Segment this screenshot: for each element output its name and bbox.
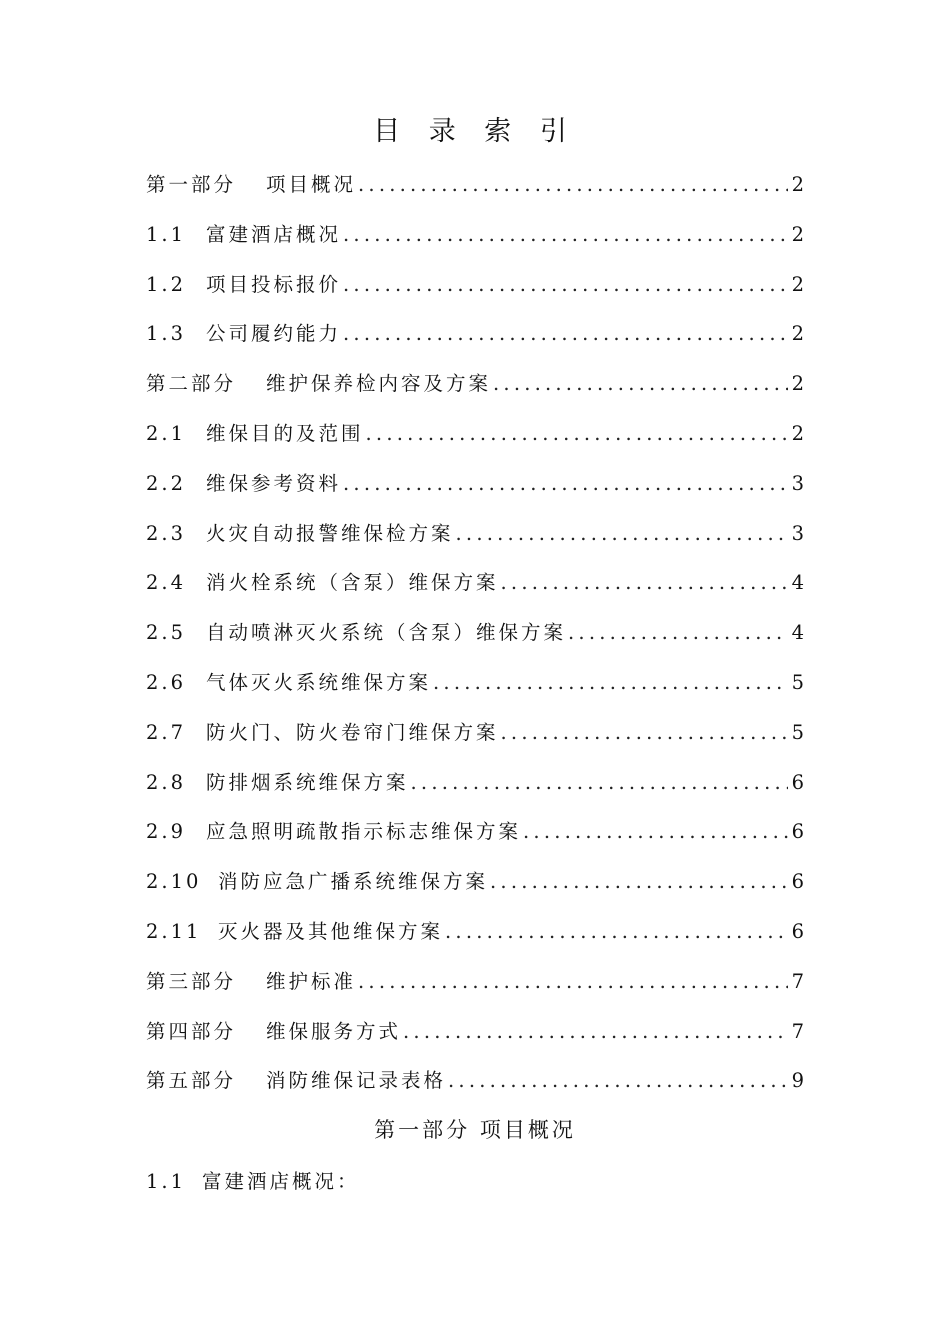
toc-entry-number: 2.10 xyxy=(146,870,202,894)
toc-entry-label: 气体灭火系统维保方案 xyxy=(206,670,432,694)
toc-dot-leader xyxy=(433,658,788,708)
toc-entry-label: 富建酒店概况 xyxy=(206,222,342,246)
toc-entry[interactable] xyxy=(146,309,804,359)
toc-dot-leader xyxy=(493,359,788,409)
toc-title: 目 录 索 引 xyxy=(373,116,577,147)
toc-entry-label: 消防应急广播系统维保方案 xyxy=(218,870,489,894)
toc-entry-number: 2.4 xyxy=(146,571,187,595)
toc-entry-page-number: 2 xyxy=(791,272,804,296)
toc-dot-leader xyxy=(358,160,788,210)
toc-entry-number: 1.2 xyxy=(146,272,187,296)
toc-entry-number: 1.1 xyxy=(146,222,187,246)
toc-entry-number: 第一部分 xyxy=(146,173,237,196)
toc-entry[interactable] xyxy=(146,210,804,260)
toc-entry-page-number: 4 xyxy=(791,571,804,595)
toc-entry-label: 维保参考资料 xyxy=(206,471,342,495)
toc-entry[interactable] xyxy=(146,857,804,907)
toc-entry-label: 消防维保记录表格 xyxy=(266,1069,447,1093)
toc-dot-leader xyxy=(501,708,788,758)
toc-entry[interactable] xyxy=(146,1007,804,1057)
toc-entry-number: 2.3 xyxy=(146,521,187,545)
toc-dot-leader xyxy=(568,608,788,658)
toc-entry[interactable] xyxy=(146,807,804,857)
toc-entry-number: 2.8 xyxy=(146,770,187,794)
toc-entry-page-number: 6 xyxy=(791,770,804,794)
toc-entry-number: 2.9 xyxy=(146,820,187,844)
toc-dot-leader xyxy=(448,1056,788,1106)
toc-entry-number: 2.11 xyxy=(146,919,202,943)
toc-entry[interactable] xyxy=(146,459,804,509)
toc-entry[interactable] xyxy=(146,708,804,758)
toc-entry-page-number: 9 xyxy=(791,1069,804,1093)
toc-entry-page-number: 5 xyxy=(791,720,804,744)
toc-dot-leader xyxy=(403,1007,788,1057)
table-of-contents xyxy=(146,160,804,1106)
toc-dot-leader xyxy=(343,210,788,260)
toc-entry-number: 2.5 xyxy=(146,621,187,645)
toc-dot-leader xyxy=(523,807,788,857)
toc-entry-number: 2.7 xyxy=(146,720,187,744)
toc-entry-number: 2.1 xyxy=(146,421,187,445)
toc-entry[interactable] xyxy=(146,907,804,957)
toc-dot-leader xyxy=(343,309,788,359)
subsection-number: 1.1 xyxy=(146,1170,187,1193)
section-heading: 第一部分 项目概况 xyxy=(374,1118,576,1142)
toc-entry-label: 公司履约能力 xyxy=(206,322,342,346)
toc-entry[interactable] xyxy=(146,957,804,1007)
toc-entry-label: 项目概况 xyxy=(266,173,357,196)
toc-dot-leader xyxy=(343,459,788,509)
toc-entry-label: 自动喷淋灭火系统（含泵）维保方案 xyxy=(206,621,567,645)
toc-entry[interactable] xyxy=(146,160,804,210)
toc-dot-leader xyxy=(366,409,788,459)
toc-entry-page-number: 3 xyxy=(791,521,804,545)
toc-entry[interactable] xyxy=(146,409,804,459)
toc-entry-number: 2.6 xyxy=(146,670,187,694)
toc-dot-leader xyxy=(411,758,788,808)
toc-entry[interactable] xyxy=(146,509,804,559)
toc-dot-leader xyxy=(343,260,788,310)
subsection-label: 富建酒店概况： xyxy=(202,1170,360,1193)
toc-entry-page-number: 7 xyxy=(791,1019,804,1043)
toc-entry-page-number: 3 xyxy=(791,471,804,495)
toc-entry[interactable] xyxy=(146,260,804,310)
toc-entry-page-number: 4 xyxy=(791,621,804,645)
toc-entry-label: 维护保养检内容及方案 xyxy=(266,372,492,396)
toc-entry-page-number: 2 xyxy=(791,372,804,396)
toc-entry-label: 防火门、防火卷帘门维保方案 xyxy=(206,720,499,744)
toc-dot-leader xyxy=(358,957,788,1007)
toc-entry-label: 防排烟系统维保方案 xyxy=(206,770,409,794)
toc-entry-page-number: 7 xyxy=(791,969,804,993)
toc-entry-number: 第五部分 xyxy=(146,1069,237,1093)
toc-entry-page-number: 2 xyxy=(791,173,804,196)
toc-dot-leader xyxy=(490,857,788,907)
toc-entry-label: 维护标准 xyxy=(266,969,357,993)
toc-entry-label: 应急照明疏散指示标志维保方案 xyxy=(206,820,522,844)
toc-entry-page-number: 6 xyxy=(791,919,804,943)
toc-entry[interactable] xyxy=(146,1056,804,1106)
toc-entry[interactable] xyxy=(146,558,804,608)
toc-entry-page-number: 6 xyxy=(791,820,804,844)
toc-entry-number: 第二部分 xyxy=(146,372,237,396)
toc-entry-page-number: 6 xyxy=(791,870,804,894)
toc-entry[interactable] xyxy=(146,608,804,658)
toc-dot-leader xyxy=(456,509,788,559)
toc-dot-leader xyxy=(445,907,788,957)
subsection-heading xyxy=(146,1160,360,1204)
toc-entry-page-number: 2 xyxy=(791,222,804,246)
toc-entry-page-number: 2 xyxy=(791,421,804,445)
toc-entry-page-number: 2 xyxy=(791,322,804,346)
toc-entry-label: 维保服务方式 xyxy=(266,1019,402,1043)
toc-entry-page-number: 5 xyxy=(791,670,804,694)
toc-entry-number: 1.3 xyxy=(146,322,187,346)
toc-entry-number: 第三部分 xyxy=(146,969,237,993)
toc-dot-leader xyxy=(501,558,788,608)
toc-entry-number: 2.2 xyxy=(146,471,187,495)
toc-entry[interactable] xyxy=(146,758,804,808)
toc-entry-number: 第四部分 xyxy=(146,1019,237,1043)
toc-entry-label: 灭火器及其他维保方案 xyxy=(218,919,444,943)
toc-entry[interactable] xyxy=(146,359,804,409)
toc-entry[interactable] xyxy=(146,658,804,708)
toc-entry-label: 项目投标报价 xyxy=(206,272,342,296)
toc-entry-label: 维保目的及范围 xyxy=(206,421,364,445)
toc-entry-label: 消火栓系统（含泵）维保方案 xyxy=(206,571,499,595)
toc-entry-label: 火灾自动报警维保检方案 xyxy=(206,521,454,545)
